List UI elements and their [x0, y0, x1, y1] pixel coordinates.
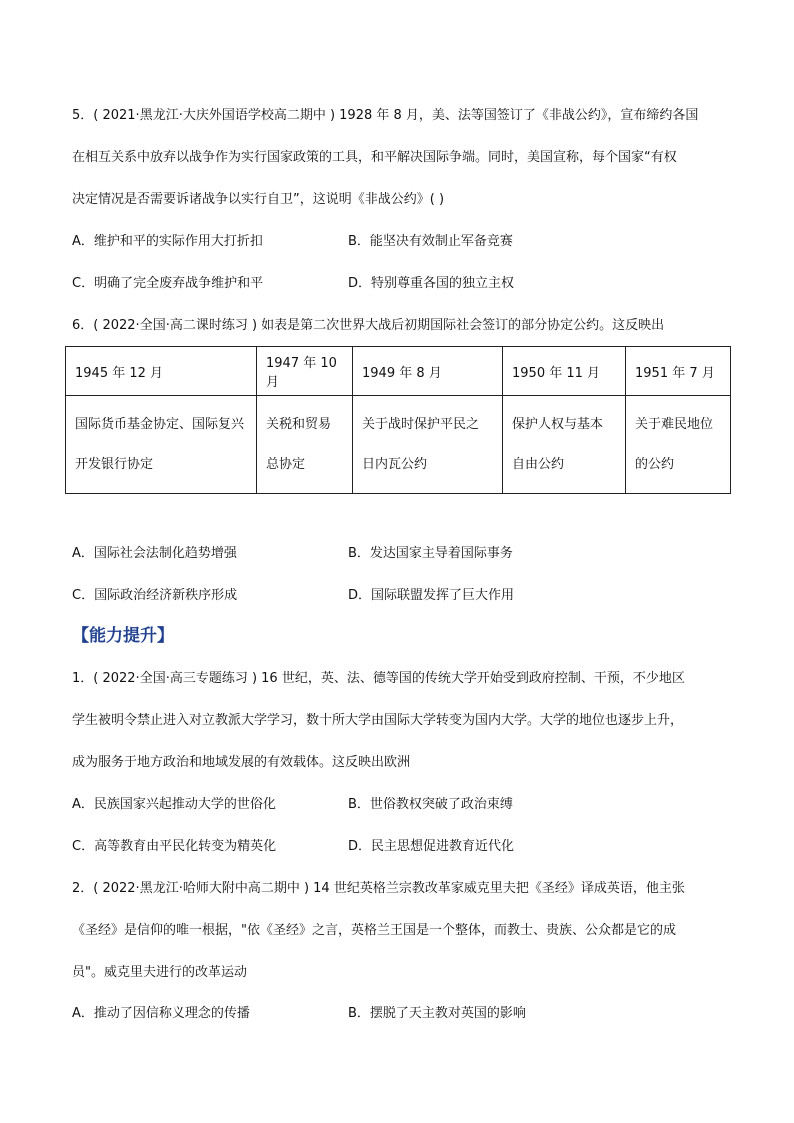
table-header-cell: 1950 年 11 月 [503, 347, 626, 396]
table-row [66, 396, 731, 494]
p2-option-b: B．摆脱了天主教对英国的影响 [348, 1006, 526, 1021]
table-cell-line: 的公约 [635, 456, 675, 472]
table-header-cell: 1945 年 12 月 [66, 347, 257, 396]
p1-option-d: D．民主思想促进教育近代化 [348, 839, 515, 854]
table-cell-line: 国际货币基金协定、国际复兴 [75, 416, 245, 432]
p1-option-b: B．世俗教权突破了政治束缚 [348, 797, 513, 812]
q5-stem-line-1: 5．( 2021·黑龙江·大庆外国语学校高二期中 ) 1928 年 8 月，美、法等国签订了《非战公约》，宣布缔约各国 [72, 108, 699, 123]
p2-stem-line-3: 员"。威克里夫进行的改革运动 [72, 965, 247, 980]
p1-stem-line-2: 学生被明令禁止进入对立教派大学学习，数十所大学由国际大学转变为国内大学。大学的地位也逐步上升， [72, 713, 684, 728]
table-cell-line: 日内瓦公约 [362, 456, 428, 472]
q6-option-b: B．发达国家主导着国际事务 [348, 546, 513, 561]
table-cell [257, 396, 353, 494]
q6-option-d: D．国际联盟发挥了巨大作用 [348, 588, 515, 603]
q5-option-a: A．维护和平的实际作用大打折扣 [72, 234, 263, 249]
table-cell-line: 关税和贸易 [266, 416, 332, 432]
table-header-cell: 1951 年 7 月 [626, 347, 731, 396]
table-cell [626, 396, 731, 494]
table-cell [353, 396, 503, 494]
q6-stem-line-1: 6．( 2022·全国·高二课时练习 ) 如表是第二次世界大战后初期国际社会签订的部分协定公约。这反映出 [72, 318, 665, 333]
q5-option-c: C．明确了完全废弃战争维护和平 [72, 276, 264, 291]
p1-option-c: C．高等教育由平民化转变为精英化 [72, 839, 277, 854]
p1-stem-line-3: 成为服务于地方政治和地域发展的有效载体。这反映出欧洲 [72, 755, 411, 770]
table-cell-line: 自由公约 [512, 456, 565, 472]
table-cell-line: 开发银行协定 [75, 456, 154, 472]
section-title: 【能力提升】 [72, 626, 174, 646]
q6-option-a: A．国际社会法制化趋势增强 [72, 546, 237, 561]
q5-stem-line-3: 决定情况是否需要诉诸战争以实行自卫”，这说明《非战公约》( ) [72, 192, 445, 207]
p1-option-a: A．民族国家兴起推动大学的世俗化 [72, 797, 276, 812]
p2-option-a: A．推动了因信称义理念的传播 [72, 1006, 250, 1021]
q5-option-d: D．特别尊重各国的独立主权 [348, 276, 515, 291]
table-cell-line: 总协定 [266, 456, 306, 472]
table-cell [503, 396, 626, 494]
q6-option-c: C．国际政治经济新秩序形成 [72, 588, 238, 603]
table-cell-line: 关于战时保护平民之 [362, 416, 480, 432]
table-header-cell: 1949 年 8 月 [353, 347, 503, 396]
p2-stem-line-1: 2．( 2022·黑龙江·哈师大附中高二期中 ) 14 世纪英格兰宗教改革家威克里夫把《圣经》译成英语，他主张 [72, 881, 685, 896]
q5-option-b: B．能坚决有效制止军备竞赛 [348, 234, 513, 249]
table-header-cell: 1947 年 10 月 [257, 347, 353, 396]
q6-agreements-table [65, 346, 731, 494]
table-cell-line: 关于难民地位 [635, 416, 714, 432]
table-cell [66, 396, 257, 494]
p2-stem-line-2: 《圣经》是信仰的唯一根据，"依《圣经》之言，英格兰王国是一个整体，而教士、贵族、公众都是它的成 [72, 923, 676, 938]
q5-stem-line-2: 在相互关系中放弃以战争作为实行国家政策的工具，和平解决国际争端。同时，美国宣称，每个国家“有权 [72, 150, 677, 165]
table-header-row [66, 347, 731, 396]
table-cell-line: 保护人权与基本 [512, 416, 604, 432]
p1-stem-line-1: 1．( 2022·全国·高三专题练习 ) 16 世纪，英、法、德等国的传统大学开始受到政府控制、干预，不少地区 [72, 671, 685, 686]
